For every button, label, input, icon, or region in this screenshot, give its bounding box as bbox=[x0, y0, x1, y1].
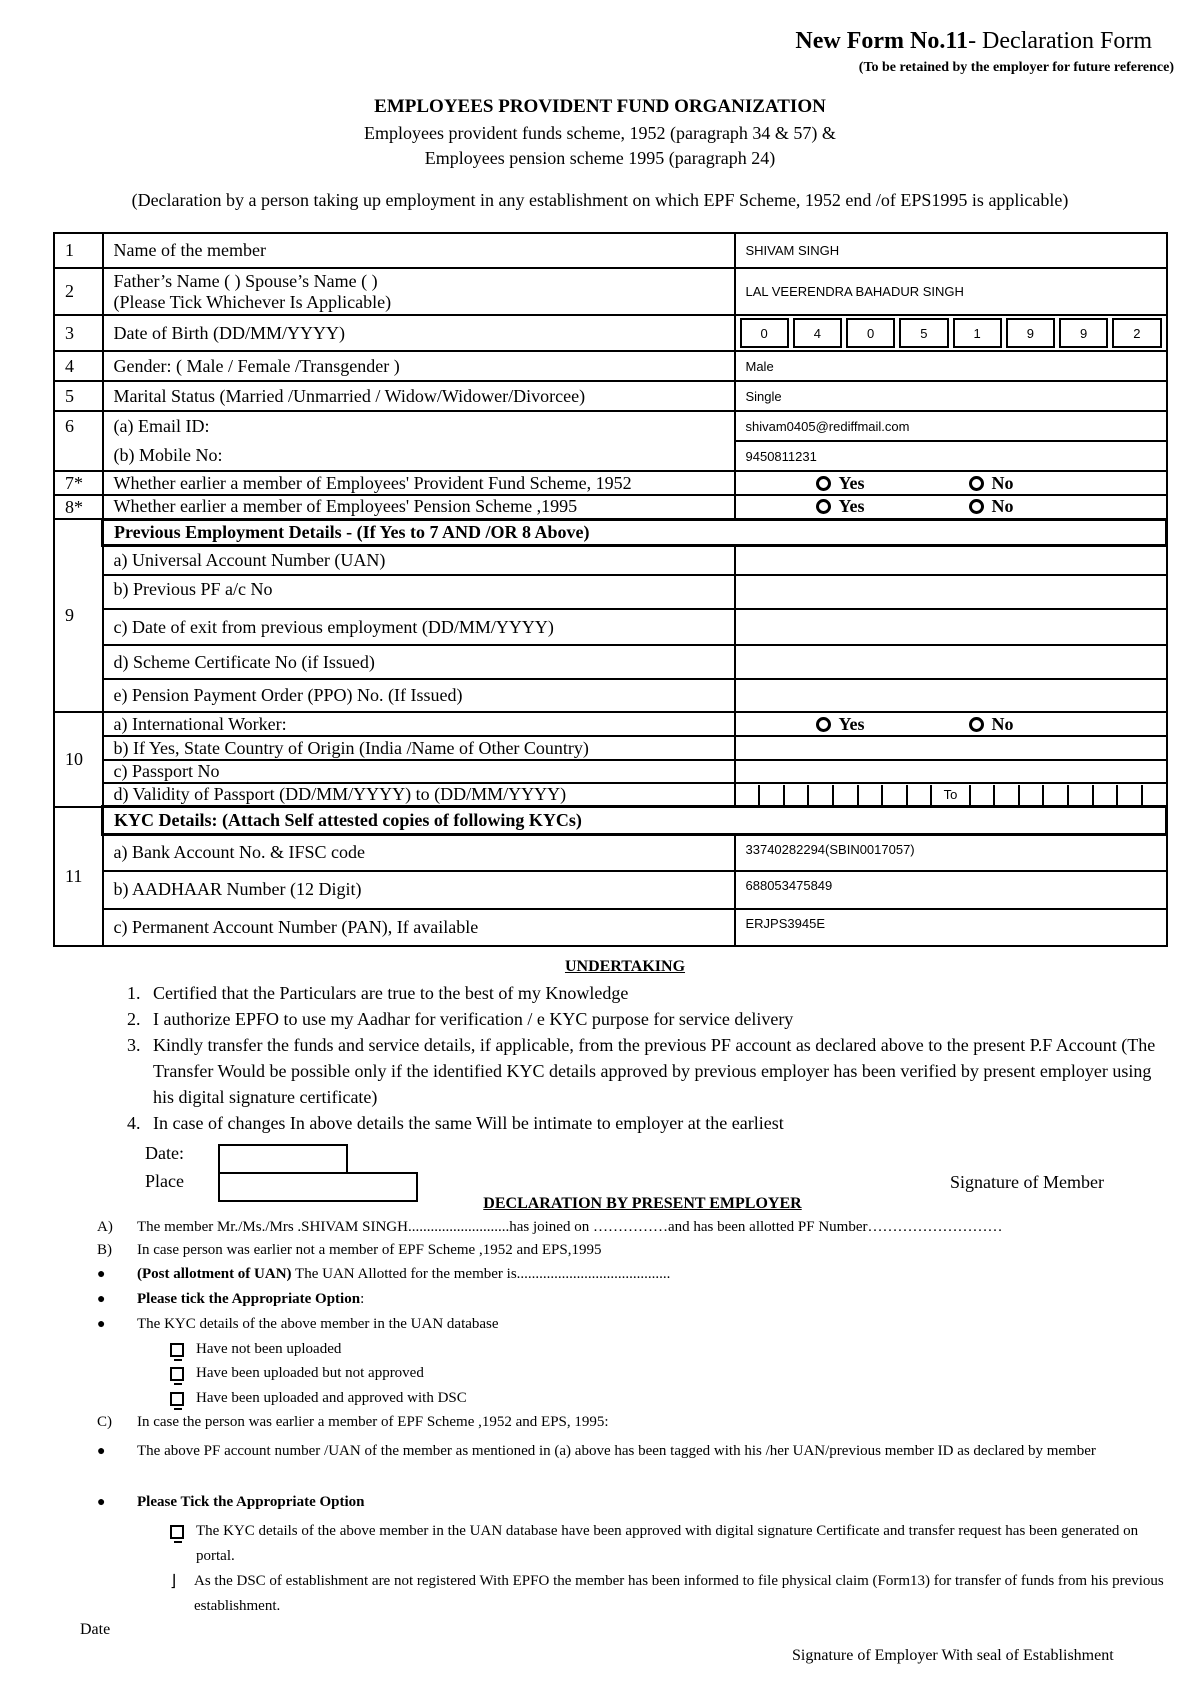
marital-label: Marital Status (Married /Unmarried / Widow/Widower/Divorcee) bbox=[103, 381, 735, 411]
row-passport-validity bbox=[54, 783, 1167, 807]
row-exit-date bbox=[54, 609, 1167, 645]
row-marital bbox=[54, 381, 1167, 411]
undertaking-item: 1. Certified that the Particulars are true to the best of my Knowledge bbox=[145, 980, 1175, 1006]
item-marker: B) bbox=[97, 1242, 112, 1258]
dob-digits bbox=[740, 318, 1162, 348]
intl-worker-options bbox=[735, 712, 1167, 736]
row-mobile bbox=[54, 441, 1167, 471]
prev-employment-title: Previous Employment Details - (If Yes to 7 AND /OR 8 Above) bbox=[103, 519, 1167, 545]
option-label: Have not been uploaded bbox=[196, 1341, 342, 1357]
employer-item-c bbox=[97, 1414, 1177, 1431]
bank-label: a) Bank Account No. & IFSC code bbox=[103, 835, 735, 871]
mobile-field[interactable]: 9450811231 bbox=[735, 441, 1167, 471]
checkbox-icon bbox=[170, 1392, 184, 1406]
radio-circle-icon bbox=[969, 499, 984, 514]
passport-validity-field[interactable] bbox=[735, 783, 1167, 807]
yes-label: Yes bbox=[838, 472, 865, 493]
tagged-text: The above PF account number /UAN of the member as mentioned in (a) above has been tagged with his /her UAN/previous member ID as declared by member bbox=[137, 1443, 1096, 1459]
tick-colon: : bbox=[360, 1291, 365, 1307]
dob-digit[interactable]: 5 bbox=[899, 318, 948, 348]
row-aadhaar bbox=[54, 871, 1167, 909]
option-kyc-approved[interactable] bbox=[170, 1519, 1180, 1569]
radio-circle-icon bbox=[969, 717, 984, 732]
passport-validity-label: d) Validity of Passport (DD/MM/YYYY) to (DD/MM/YYYY) bbox=[103, 783, 735, 807]
eps-member-label: Whether earlier a member of Employees' Pension Scheme ,1995 bbox=[103, 495, 735, 519]
dob-field[interactable] bbox=[735, 315, 1167, 351]
tick-bold-2: Please Tick the Appropriate Option bbox=[137, 1494, 365, 1510]
aadhaar-label: b) AADHAAR Number (12 Digit) bbox=[103, 871, 735, 909]
dob-digit[interactable]: 9 bbox=[1059, 318, 1108, 348]
employer-date-label: Date bbox=[80, 1621, 111, 1638]
yes-label: Yes bbox=[838, 713, 865, 734]
option-label: As the DSC of establishment are not registered With EPFO the member has been informed to file physical claim (Form13) for transfer of funds from his previous establishment. bbox=[194, 1573, 1164, 1614]
kyc-title: KYC Details: (Attach Self attested copies of following KYCs) bbox=[103, 807, 1167, 835]
member-name-label: Name of the member bbox=[103, 233, 735, 268]
scheme-line-1: Employees provident funds scheme, 1952 (paragraph 34 & 57) & bbox=[364, 123, 836, 143]
radio-circle-icon bbox=[816, 717, 831, 732]
dob-digit[interactable]: 2 bbox=[1112, 318, 1161, 348]
country-label: b) If Yes, State Country of Origin (India /Name of Other Country) bbox=[103, 736, 735, 760]
email-field[interactable]: shivam0405@rediffmail.com bbox=[735, 411, 1167, 441]
undertaking-list bbox=[105, 980, 1175, 1136]
dob-digit[interactable]: 1 bbox=[953, 318, 1002, 348]
uan-bold: (Post allotment of UAN) bbox=[137, 1266, 292, 1282]
row-number: 9 bbox=[54, 519, 103, 712]
row-number: 3 bbox=[54, 315, 103, 351]
employer-item-a-text: The member Mr./Ms./Mrs .SHIVAM SINGH...........................has joined on ……………and has been allotted PF Number……………………… bbox=[137, 1219, 1003, 1235]
dob-digit[interactable]: 0 bbox=[846, 318, 895, 348]
dob-digit[interactable]: 9 bbox=[1006, 318, 1055, 348]
row-intl-worker bbox=[54, 712, 1167, 736]
epf-no-radio[interactable] bbox=[969, 473, 1014, 494]
intl-yes-radio[interactable] bbox=[816, 714, 969, 735]
eps-no-radio[interactable] bbox=[969, 496, 1014, 517]
form-title bbox=[795, 28, 1152, 55]
row-number: 8* bbox=[54, 495, 103, 519]
form-subtitle: (To be retained by the employer for future reference) bbox=[858, 60, 1174, 75]
row-prev-employment-title bbox=[54, 519, 1167, 545]
father-spouse-label-1: Father’s Name ( ) Spouse’s Name ( ) bbox=[113, 270, 378, 291]
row-passport bbox=[54, 760, 1167, 783]
pan-field[interactable]: ERJPS3945E bbox=[735, 909, 1167, 946]
exit-date-field[interactable] bbox=[735, 609, 1167, 645]
item-marker: A) bbox=[97, 1219, 113, 1235]
checkbox-icon bbox=[170, 1343, 184, 1357]
row-uan bbox=[54, 545, 1167, 575]
option-not-approved[interactable] bbox=[170, 1365, 1200, 1382]
row-father-name bbox=[54, 268, 1167, 315]
option-label: The KYC details of the above member in the UAN database have been approved with digital signature Certificate and transfer request has been generated on portal. bbox=[196, 1523, 1139, 1564]
to-label: To bbox=[932, 785, 970, 805]
scheme-line-2: Employees pension scheme 1995 (paragraph 24) bbox=[424, 148, 776, 168]
uan-field[interactable] bbox=[735, 545, 1167, 575]
row-pan bbox=[54, 909, 1167, 946]
prev-pf-field[interactable] bbox=[735, 575, 1167, 609]
place-label: Place bbox=[145, 1171, 184, 1191]
row-number: 5 bbox=[54, 381, 103, 411]
no-label: No bbox=[991, 472, 1014, 493]
radio-circle-icon bbox=[816, 476, 831, 491]
employer-bullet-tick-2: ● Please Tick the Appropriate Option bbox=[97, 1494, 365, 1510]
father-spouse-label-2: (Please Tick Whichever Is Applicable) bbox=[113, 291, 392, 312]
date-field[interactable] bbox=[218, 1144, 348, 1174]
undertaking-item: 2. I authorize EPFO to use my Aadhar for verification / e KYC purpose for service delivery bbox=[145, 1006, 1175, 1032]
dob-digit[interactable]: 0 bbox=[740, 318, 789, 348]
aadhaar-field[interactable]: 688053475849 bbox=[735, 871, 1167, 909]
uan-label: a) Universal Account Number (UAN) bbox=[103, 545, 735, 575]
form-title-rest: - Declaration Form bbox=[968, 28, 1152, 54]
father-name-field[interactable]: LAL VEERENDRA BAHADUR SINGH bbox=[735, 268, 1167, 315]
dob-digit[interactable]: 4 bbox=[793, 318, 842, 348]
checkbox-icon bbox=[170, 1367, 184, 1381]
form-title-bold: New Form No.11 bbox=[795, 28, 969, 54]
member-details-table bbox=[53, 232, 1168, 947]
prev-pf-label: b) Previous PF a/c No bbox=[103, 575, 735, 609]
employer-item-a bbox=[97, 1219, 1177, 1236]
row-number: 2 bbox=[54, 268, 103, 315]
no-label: No bbox=[991, 713, 1014, 734]
row-email bbox=[54, 411, 1167, 441]
date-label: Date: bbox=[145, 1143, 184, 1163]
row-epf-member bbox=[54, 471, 1167, 495]
pan-label: c) Permanent Account Number (PAN), If available bbox=[103, 909, 735, 946]
row-bank bbox=[54, 835, 1167, 871]
option-label: Have been uploaded and approved with DSC bbox=[196, 1390, 467, 1406]
intl-no-radio[interactable] bbox=[969, 714, 1014, 735]
row-kyc-title bbox=[54, 807, 1167, 835]
employer-bullet-tick: ● Please tick the Appropriate Option: bbox=[97, 1291, 365, 1307]
row-name bbox=[54, 233, 1167, 268]
employer-item-b bbox=[97, 1242, 1177, 1259]
member-signature: Signature of Member bbox=[950, 1172, 1104, 1192]
checkbox-icon bbox=[170, 1525, 184, 1539]
row-number: 4 bbox=[54, 351, 103, 381]
radio-circle-icon bbox=[816, 499, 831, 514]
item-marker: C) bbox=[97, 1414, 112, 1430]
no-label: No bbox=[991, 496, 1014, 517]
yes-label: Yes bbox=[838, 496, 865, 517]
intl-worker-label: a) International Worker: bbox=[103, 712, 735, 736]
option-approved-dsc[interactable] bbox=[170, 1390, 1200, 1407]
row-prev-pf bbox=[54, 575, 1167, 609]
kyc-text: The KYC details of the above member in the UAN database bbox=[137, 1316, 499, 1332]
ppo-label: e) Pension Payment Order (PPO) No. (If Issued) bbox=[103, 679, 735, 712]
ppo-field[interactable] bbox=[735, 679, 1167, 712]
row-scheme-cert bbox=[54, 645, 1167, 679]
row-number: 6 bbox=[54, 411, 103, 471]
row-number: 10 bbox=[54, 712, 103, 807]
row-ppo bbox=[54, 679, 1167, 712]
employer-item-c-text: In case the person was earlier a member of EPF Scheme ,1952 and EPS, 1995: bbox=[137, 1414, 609, 1430]
eps-member-options bbox=[735, 495, 1167, 519]
undertaking-title: UNDERTAKING bbox=[564, 958, 686, 975]
employer-bullet-uan: ● (Post allotment of UAN) The UAN Allotted for the member is......................................... bbox=[97, 1266, 671, 1282]
row-number: 11 bbox=[54, 807, 103, 946]
employer-signature: Signature of Employer With seal of Establishment bbox=[792, 1647, 1114, 1664]
exit-date-label: c) Date of exit from previous employment (DD/MM/YYYY) bbox=[103, 609, 735, 645]
employer-bullet-kyc: ● The KYC details of the above member in the UAN database bbox=[97, 1316, 499, 1332]
row-number: 1 bbox=[54, 233, 103, 268]
epf-yes-radio[interactable] bbox=[816, 473, 969, 494]
father-spouse-label bbox=[103, 268, 735, 315]
row-gender bbox=[54, 351, 1167, 381]
gender-label: Gender: ( Male / Female /Transgender ) bbox=[103, 351, 735, 381]
eps-yes-radio[interactable] bbox=[816, 496, 969, 517]
declaration-line: (Declaration by a person taking up employment in any establishment on which EPF Scheme, 1952 end /of EPS1995 is applicable) bbox=[131, 190, 1069, 210]
org-name: EMPLOYEES PROVIDENT FUND ORGANIZATION bbox=[374, 96, 826, 117]
row-country bbox=[54, 736, 1167, 760]
bank-field[interactable]: 33740282294(SBIN0017057) bbox=[735, 835, 1167, 871]
undertaking-item: 4. In case of changes In above details the same Will be intimate to employer at the earliest bbox=[145, 1110, 1175, 1136]
employer-item-b-text: In case person was earlier not a member of EPF Scheme ,1952 and EPS,1995 bbox=[137, 1242, 602, 1258]
marital-field[interactable]: Single bbox=[735, 381, 1167, 411]
option-physical-claim[interactable] bbox=[170, 1569, 1180, 1619]
undertaking-item: 3. Kindly transfer the funds and service details, if applicable, from the previous PF account as declared above to the present P.F Account (The Transfer Would be possible only if the identified KYC details approved by previous employer has been verified by present employer using his digital signature certificate) bbox=[145, 1032, 1175, 1110]
passport-label: c) Passport No bbox=[103, 760, 735, 783]
uan-text: The UAN Allotted for the member is......................................... bbox=[291, 1266, 671, 1282]
row-number: 7* bbox=[54, 471, 103, 495]
member-name-field[interactable]: SHIVAM SINGH bbox=[735, 233, 1167, 268]
tick-bold: Please tick the Appropriate Option bbox=[137, 1291, 361, 1307]
option-not-uploaded[interactable] bbox=[170, 1341, 1200, 1358]
row-dob bbox=[54, 315, 1167, 351]
scheme-cert-field[interactable] bbox=[735, 645, 1167, 679]
mobile-label: (b) Mobile No: bbox=[103, 441, 735, 471]
passport-field[interactable] bbox=[735, 760, 1167, 783]
email-label: (a) Email ID: bbox=[103, 411, 735, 441]
epf-member-label: Whether earlier a member of Employees' Provident Fund Scheme, 1952 bbox=[103, 471, 735, 495]
epf-member-options bbox=[735, 471, 1167, 495]
radio-circle-icon bbox=[969, 476, 984, 491]
country-field[interactable] bbox=[735, 736, 1167, 760]
gender-field[interactable]: Male bbox=[735, 351, 1167, 381]
employer-declaration-title: DECLARATION BY PRESENT EMPLOYER bbox=[483, 1195, 802, 1212]
scheme-cert-label: d) Scheme Certificate No (if Issued) bbox=[103, 645, 735, 679]
employer-bullet-tagged: ● The above PF account number /UAN of the member as mentioned in (a) above has been tagged with his /her UAN/previous member ID as declared by member bbox=[97, 1439, 1177, 1464]
dob-label: Date of Birth (DD/MM/YYYY) bbox=[103, 315, 735, 351]
row-eps-member bbox=[54, 495, 1167, 519]
option-label: Have been uploaded but not approved bbox=[196, 1365, 424, 1381]
bracket-icon: ⌋ bbox=[170, 1573, 177, 1590]
